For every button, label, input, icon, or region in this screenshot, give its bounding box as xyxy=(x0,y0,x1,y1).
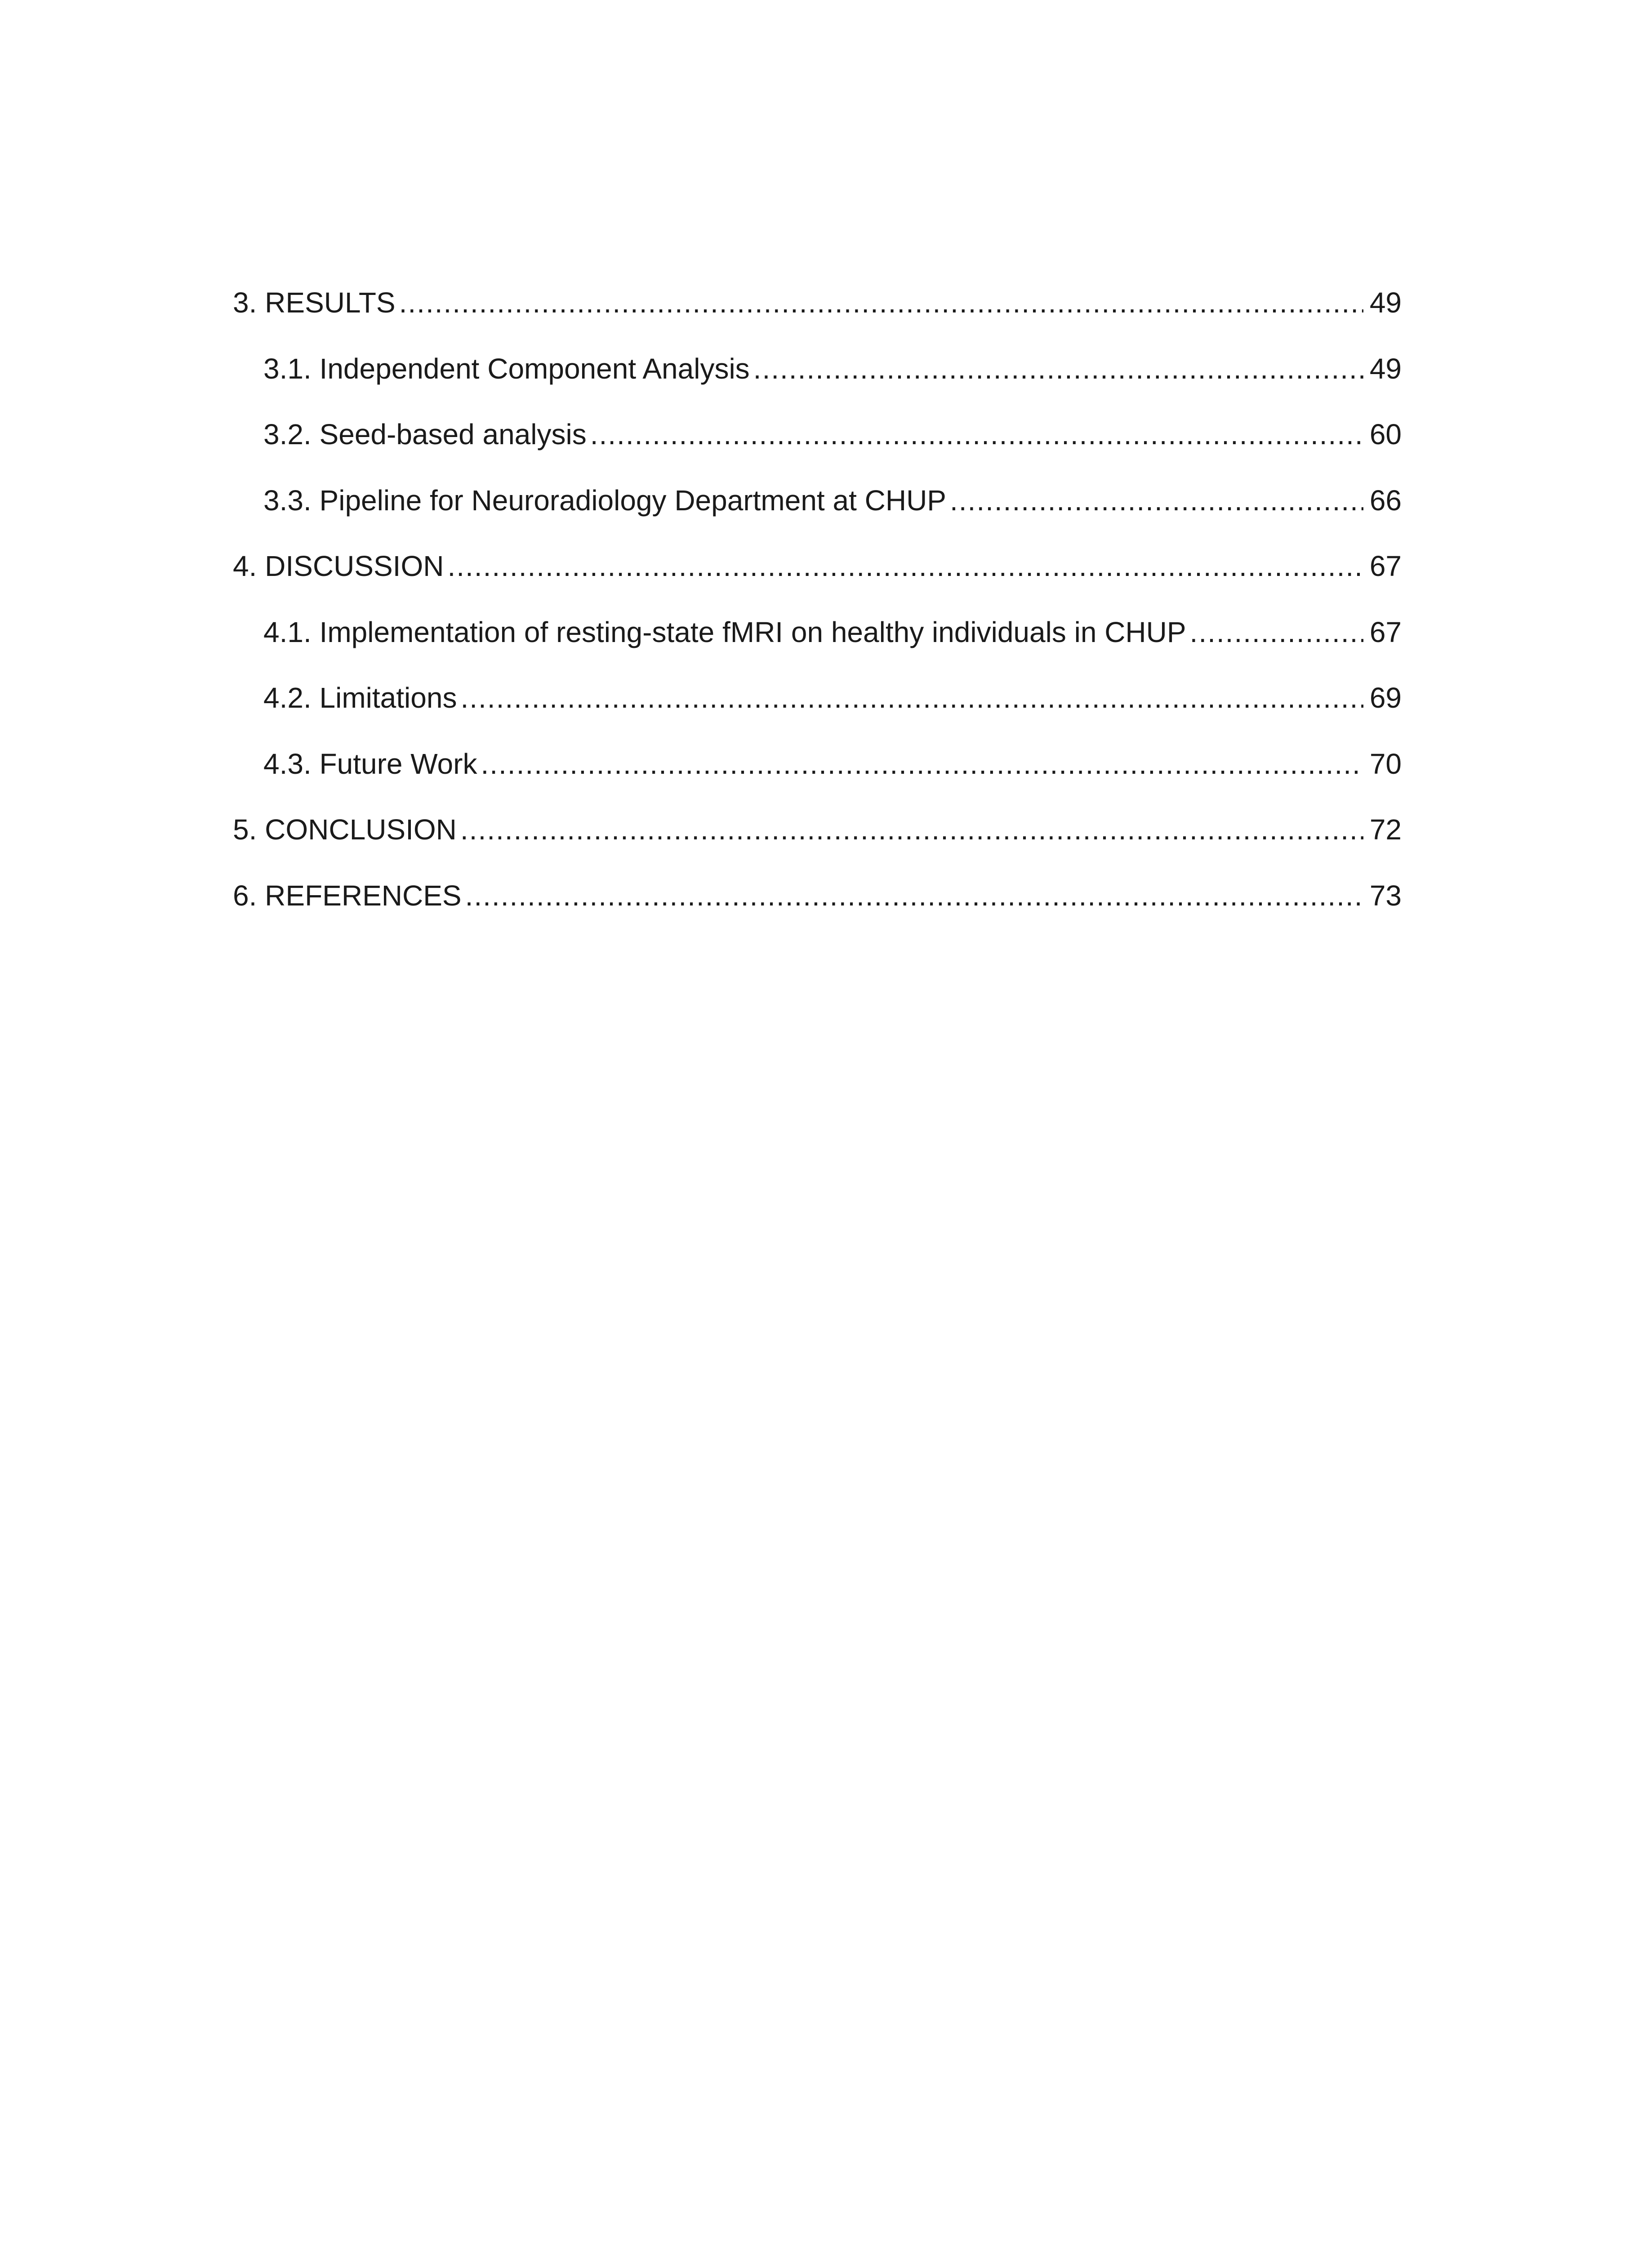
toc-entry-page-number: 72 xyxy=(1369,813,1402,846)
toc-entry-title: 6. REFERENCES xyxy=(233,879,462,912)
toc-entry-discussion[interactable] xyxy=(233,533,1402,599)
toc-entry-title: 4.3. Future Work xyxy=(263,747,477,780)
dot-leader xyxy=(950,468,1363,534)
toc-entry-page-number: 73 xyxy=(1369,879,1402,912)
toc-entry-title: 4.1. Implementation of resting-state fMRI on healthy individuals in CHUP xyxy=(263,616,1186,648)
dot-leader xyxy=(1190,599,1363,665)
dot-leader xyxy=(460,665,1363,731)
toc-entry-title: 5. CONCLUSION xyxy=(233,813,457,846)
toc-entry-page-number: 49 xyxy=(1369,352,1402,385)
dot-leader xyxy=(481,731,1363,797)
toc-entry-conclusion[interactable] xyxy=(233,797,1402,863)
toc-entry-title: 3.3. Pipeline for Neuroradiology Department at CHUP xyxy=(263,484,946,517)
toc-entry-seed-based-analysis[interactable] xyxy=(233,401,1402,468)
toc-entry-results[interactable] xyxy=(233,270,1402,336)
toc-entry-page-number: 67 xyxy=(1369,550,1402,582)
toc-entry-page-number: 67 xyxy=(1369,616,1402,648)
toc-entry-title: 3.2. Seed-based analysis xyxy=(263,418,587,450)
toc-entry-title: 3. RESULTS xyxy=(233,286,396,319)
toc-entry-page-number: 60 xyxy=(1369,418,1402,450)
toc-entry-title: 3.1. Independent Component Analysis xyxy=(263,352,750,385)
toc-entry-title: 4. DISCUSSION xyxy=(233,550,444,582)
dot-leader xyxy=(399,270,1363,336)
toc-entry-future-work[interactable] xyxy=(233,731,1402,797)
toc-entry-page-number: 49 xyxy=(1369,286,1402,319)
toc-entry-title: 4.2. Limitations xyxy=(263,682,457,714)
dot-leader xyxy=(753,336,1363,402)
toc-entry-page-number: 70 xyxy=(1369,747,1402,780)
dot-leader xyxy=(465,863,1363,929)
toc-entry-page-number: 66 xyxy=(1369,484,1402,517)
table-of-contents xyxy=(233,270,1402,928)
dot-leader xyxy=(447,533,1363,599)
toc-entry-page-number: 69 xyxy=(1369,682,1402,714)
toc-entry-limitations[interactable] xyxy=(233,665,1402,731)
toc-entry-references[interactable] xyxy=(233,863,1402,929)
dot-leader xyxy=(460,797,1363,863)
toc-entry-independent-component-analysis[interactable] xyxy=(233,336,1402,402)
dot-leader xyxy=(590,401,1363,468)
toc-entry-pipeline[interactable] xyxy=(233,468,1402,534)
toc-entry-implementation[interactable] xyxy=(233,599,1402,665)
